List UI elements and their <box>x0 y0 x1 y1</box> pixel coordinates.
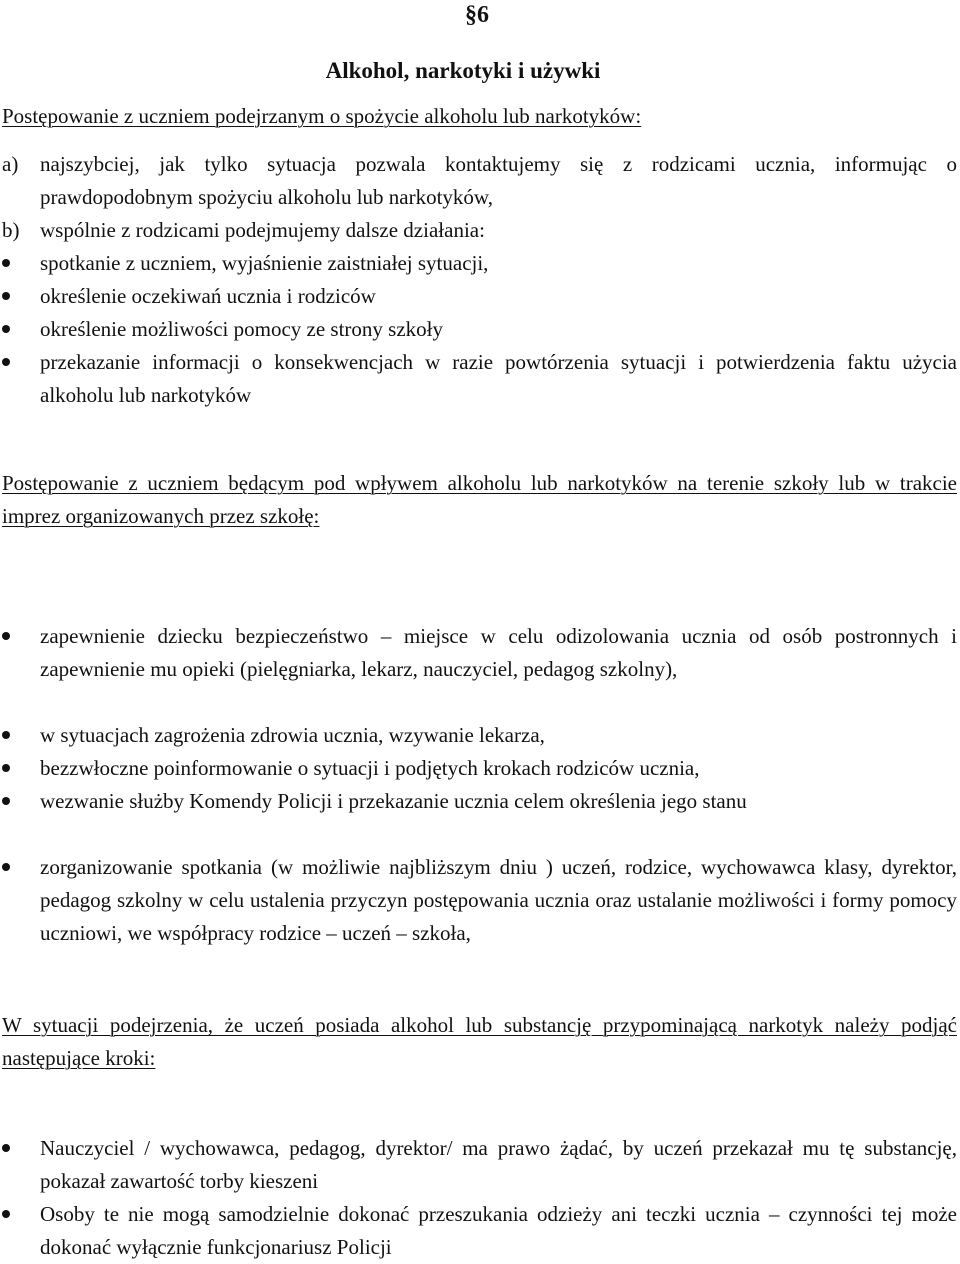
list-item-a <box>2 148 957 214</box>
bullet-item <box>2 1198 957 1264</box>
bullet-text: spotkanie z uczniem, wyjaśnienie zaistniałej sytuacji, <box>40 251 489 275</box>
section-heading-suspected: Postępowanie z uczniem podejrzanym o spożycie alkoholu lub narkotyków: <box>2 104 642 128</box>
document-title: Alkohol, narkotyki i używki <box>325 58 601 83</box>
bullet-text: bezzwłoczne poinformowanie o sytuacji i podjętych krokach rodziców ucznia, <box>40 756 700 780</box>
bullet-item <box>2 785 957 818</box>
list-marker: a) <box>2 152 19 176</box>
bullet-icon <box>2 620 38 653</box>
bullet-icon <box>2 1132 38 1165</box>
bullet-text: zorganizowanie spotkania (w możliwie najbliższym dniu ) uczeń, rodzice, wychowawca klasy, dyrektor, pedagog szkolny w celu ustalenia przyczyn postępowania ucznia oraz ustalanie możliwości i formy pomocy uczniowi, we współpracy rodzice – uczeń – szkoła, <box>40 855 957 945</box>
bullet-icon <box>2 280 38 313</box>
bullet-text: wezwanie służby Komendy Policji i przekazanie ucznia celem określenia jego stanu <box>40 789 747 813</box>
section-number: §6 <box>465 2 489 28</box>
list-item-b <box>2 214 957 247</box>
bullet-icon <box>2 1198 38 1231</box>
bullet-icon <box>2 346 38 379</box>
bullet-text: przekazanie informacji o konsekwencjach w razie powtórzenia sytuacji i potwierdzenia faktu użycia alkoholu lub narkotyków <box>40 350 957 407</box>
bullet-item <box>2 719 957 752</box>
bullet-item <box>2 620 957 686</box>
section-heading-under-influence: Postępowanie z uczniem będącym pod wpływem alkoholu lub narkotyków na terenie szkoły lub w trakcie imprez organizowanych przez szkołę: <box>2 471 957 528</box>
bullet-item <box>2 752 957 785</box>
bullet-text: zapewnienie dziecku bezpieczeństwo – miejsce w celu odizolowania ucznia od osób postronnych i zapewnienie mu opieki (pielęgniarka, lekarz, nauczyciel, pedagog szkolny), <box>40 624 957 681</box>
list-item-text: wspólnie z rodzicami podejmujemy dalsze działania: <box>40 218 485 242</box>
bullet-item <box>2 346 957 412</box>
bullet-icon <box>2 313 38 346</box>
bullet-item <box>2 1132 957 1198</box>
bullet-item <box>2 851 957 950</box>
bullet-text: określenie oczekiwań ucznia i rodziców <box>40 284 376 308</box>
bullet-item <box>2 280 957 313</box>
bullet-icon <box>2 851 38 884</box>
bullet-icon <box>2 752 38 785</box>
bullet-icon <box>2 719 38 752</box>
bullet-icon <box>2 785 38 818</box>
bullet-text: w sytuacjach zagrożenia zdrowia ucznia, wzywanie lekarza, <box>40 723 545 747</box>
bullet-text: określenie możliwości pomocy ze strony szkoły <box>40 317 443 341</box>
section-heading-possession: W sytuacji podejrzenia, że uczeń posiada alkohol lub substancję przypominającą narkotyk należy podjąć następujące kroki: <box>2 1013 957 1070</box>
bullet-icon <box>2 247 38 280</box>
bullet-item <box>2 247 957 280</box>
bullet-text: Nauczyciel / wychowawca, pedagog, dyrektor/ ma prawo żądać, by uczeń przekazał mu tę substancję, pokazał zawartość torby kieszeni <box>40 1136 957 1193</box>
bullet-item <box>2 313 957 346</box>
bullet-text: Osoby te nie mogą samodzielnie dokonać przeszukania odzieży ani teczki ucznia – czynności tej może dokonać wyłącznie funkcjonariusz Policji <box>40 1202 957 1259</box>
list-item-text: najszybciej, jak tylko sytuacja pozwala kontaktujemy się z rodzicami ucznia, informując o prawdopodobnym spożyciu alkoholu lub narkotyków, <box>40 152 957 209</box>
list-marker: b) <box>2 218 20 242</box>
